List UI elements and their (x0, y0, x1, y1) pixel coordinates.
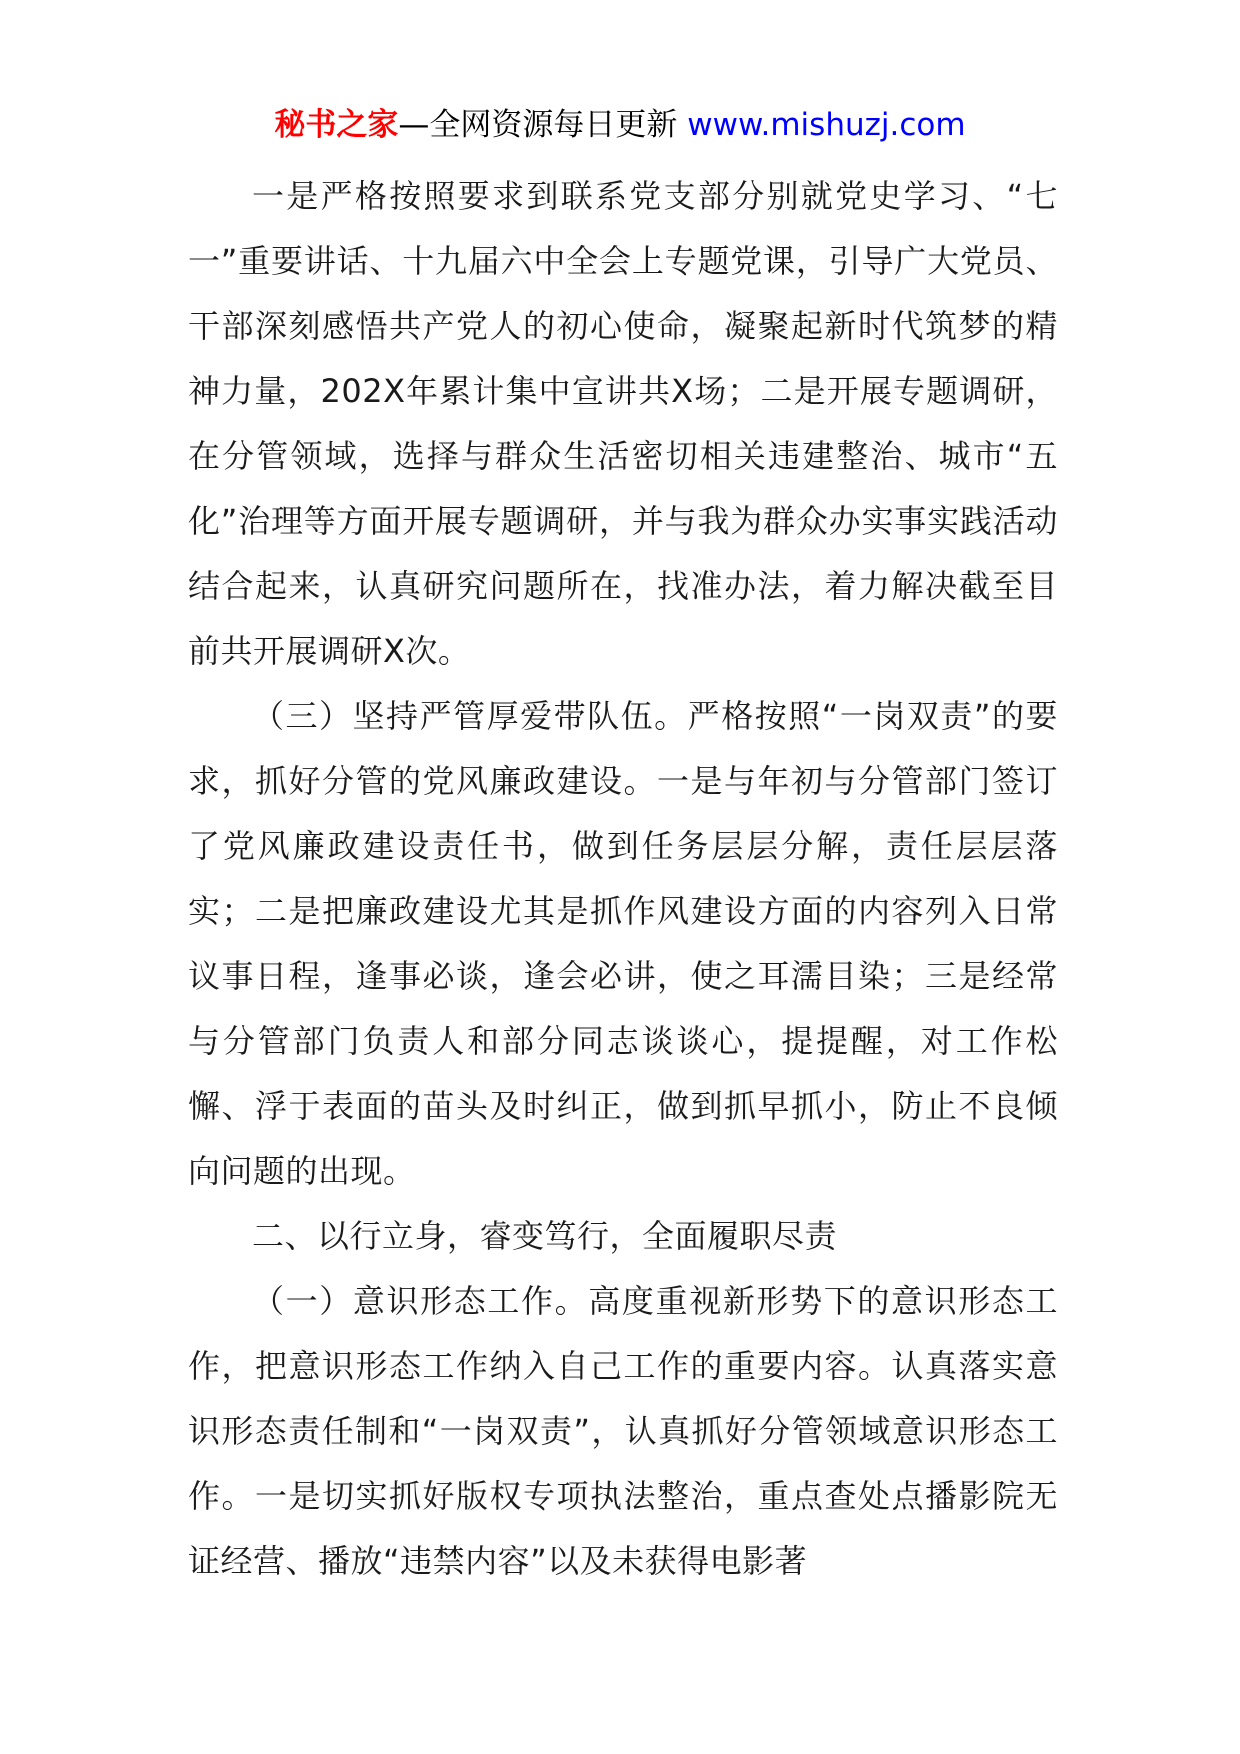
header-tagline: —全网资源每日更新 (398, 107, 688, 143)
header-url-link[interactable]: www.mishuzj.com (687, 107, 966, 143)
section-heading-duties: 二、以行立身，睿变笃行，全面履职尽责 (252, 1217, 838, 1255)
header-brand: 秘书之家 (274, 107, 399, 143)
page-header (0, 100, 1240, 150)
paragraph-ideology-work: （一）意识形态工作。高度重视新形势下的意识形态工作，把意识形态工作纳入自己工作的重要内容。认真落实意识形态责任制和“一岗双责”，认真抓好分管领域意识形态工作。一是切实抓好版权专项执法整治，重点查处点播影院无证经营、播放“违禁内容”以及未获得电影著 (188, 1282, 1058, 1580)
paragraph-team-discipline: （三）坚持严管厚爱带队伍。严格按照“一岗双责”的要求，抓好分管的党风廉政建设。一是与年初与分管部门签订了党风廉政建设责任书，做到任务层层分解，责任层层落实；二是把廉政建设尤其是抓作风建设方面的内容列入日常议事日程，逢事必谈，逢会必讲，使之耳濡目染；三是经常与分管部门负责人和部分同志谈谈心，提提醒，对工作松懈、浮于表面的苗头及时纠正，做到抓早抓小，防止不良倾向问题的出现。 (188, 697, 1058, 1190)
paragraph-preaching-research: 一是严格按照要求到联系党支部分别就党史学习、“七一”重要讲话、十九届六中全会上专题党课，引导广大党员、干部深刻感悟共产党人的初心使命，凝聚起新时代筑梦的精神力量，202X年累计集中宣讲共X场；二是开展专题调研，在分管领域，选择与群众生活密切相关违建整治、城市“五化”治理等方面开展专题调研，并与我为群众办实事实践活动结合起来，认真研究问题所在，找准办法，着力解决截至目前共开展调研X次。 (188, 177, 1058, 670)
document-body (188, 164, 1058, 1594)
